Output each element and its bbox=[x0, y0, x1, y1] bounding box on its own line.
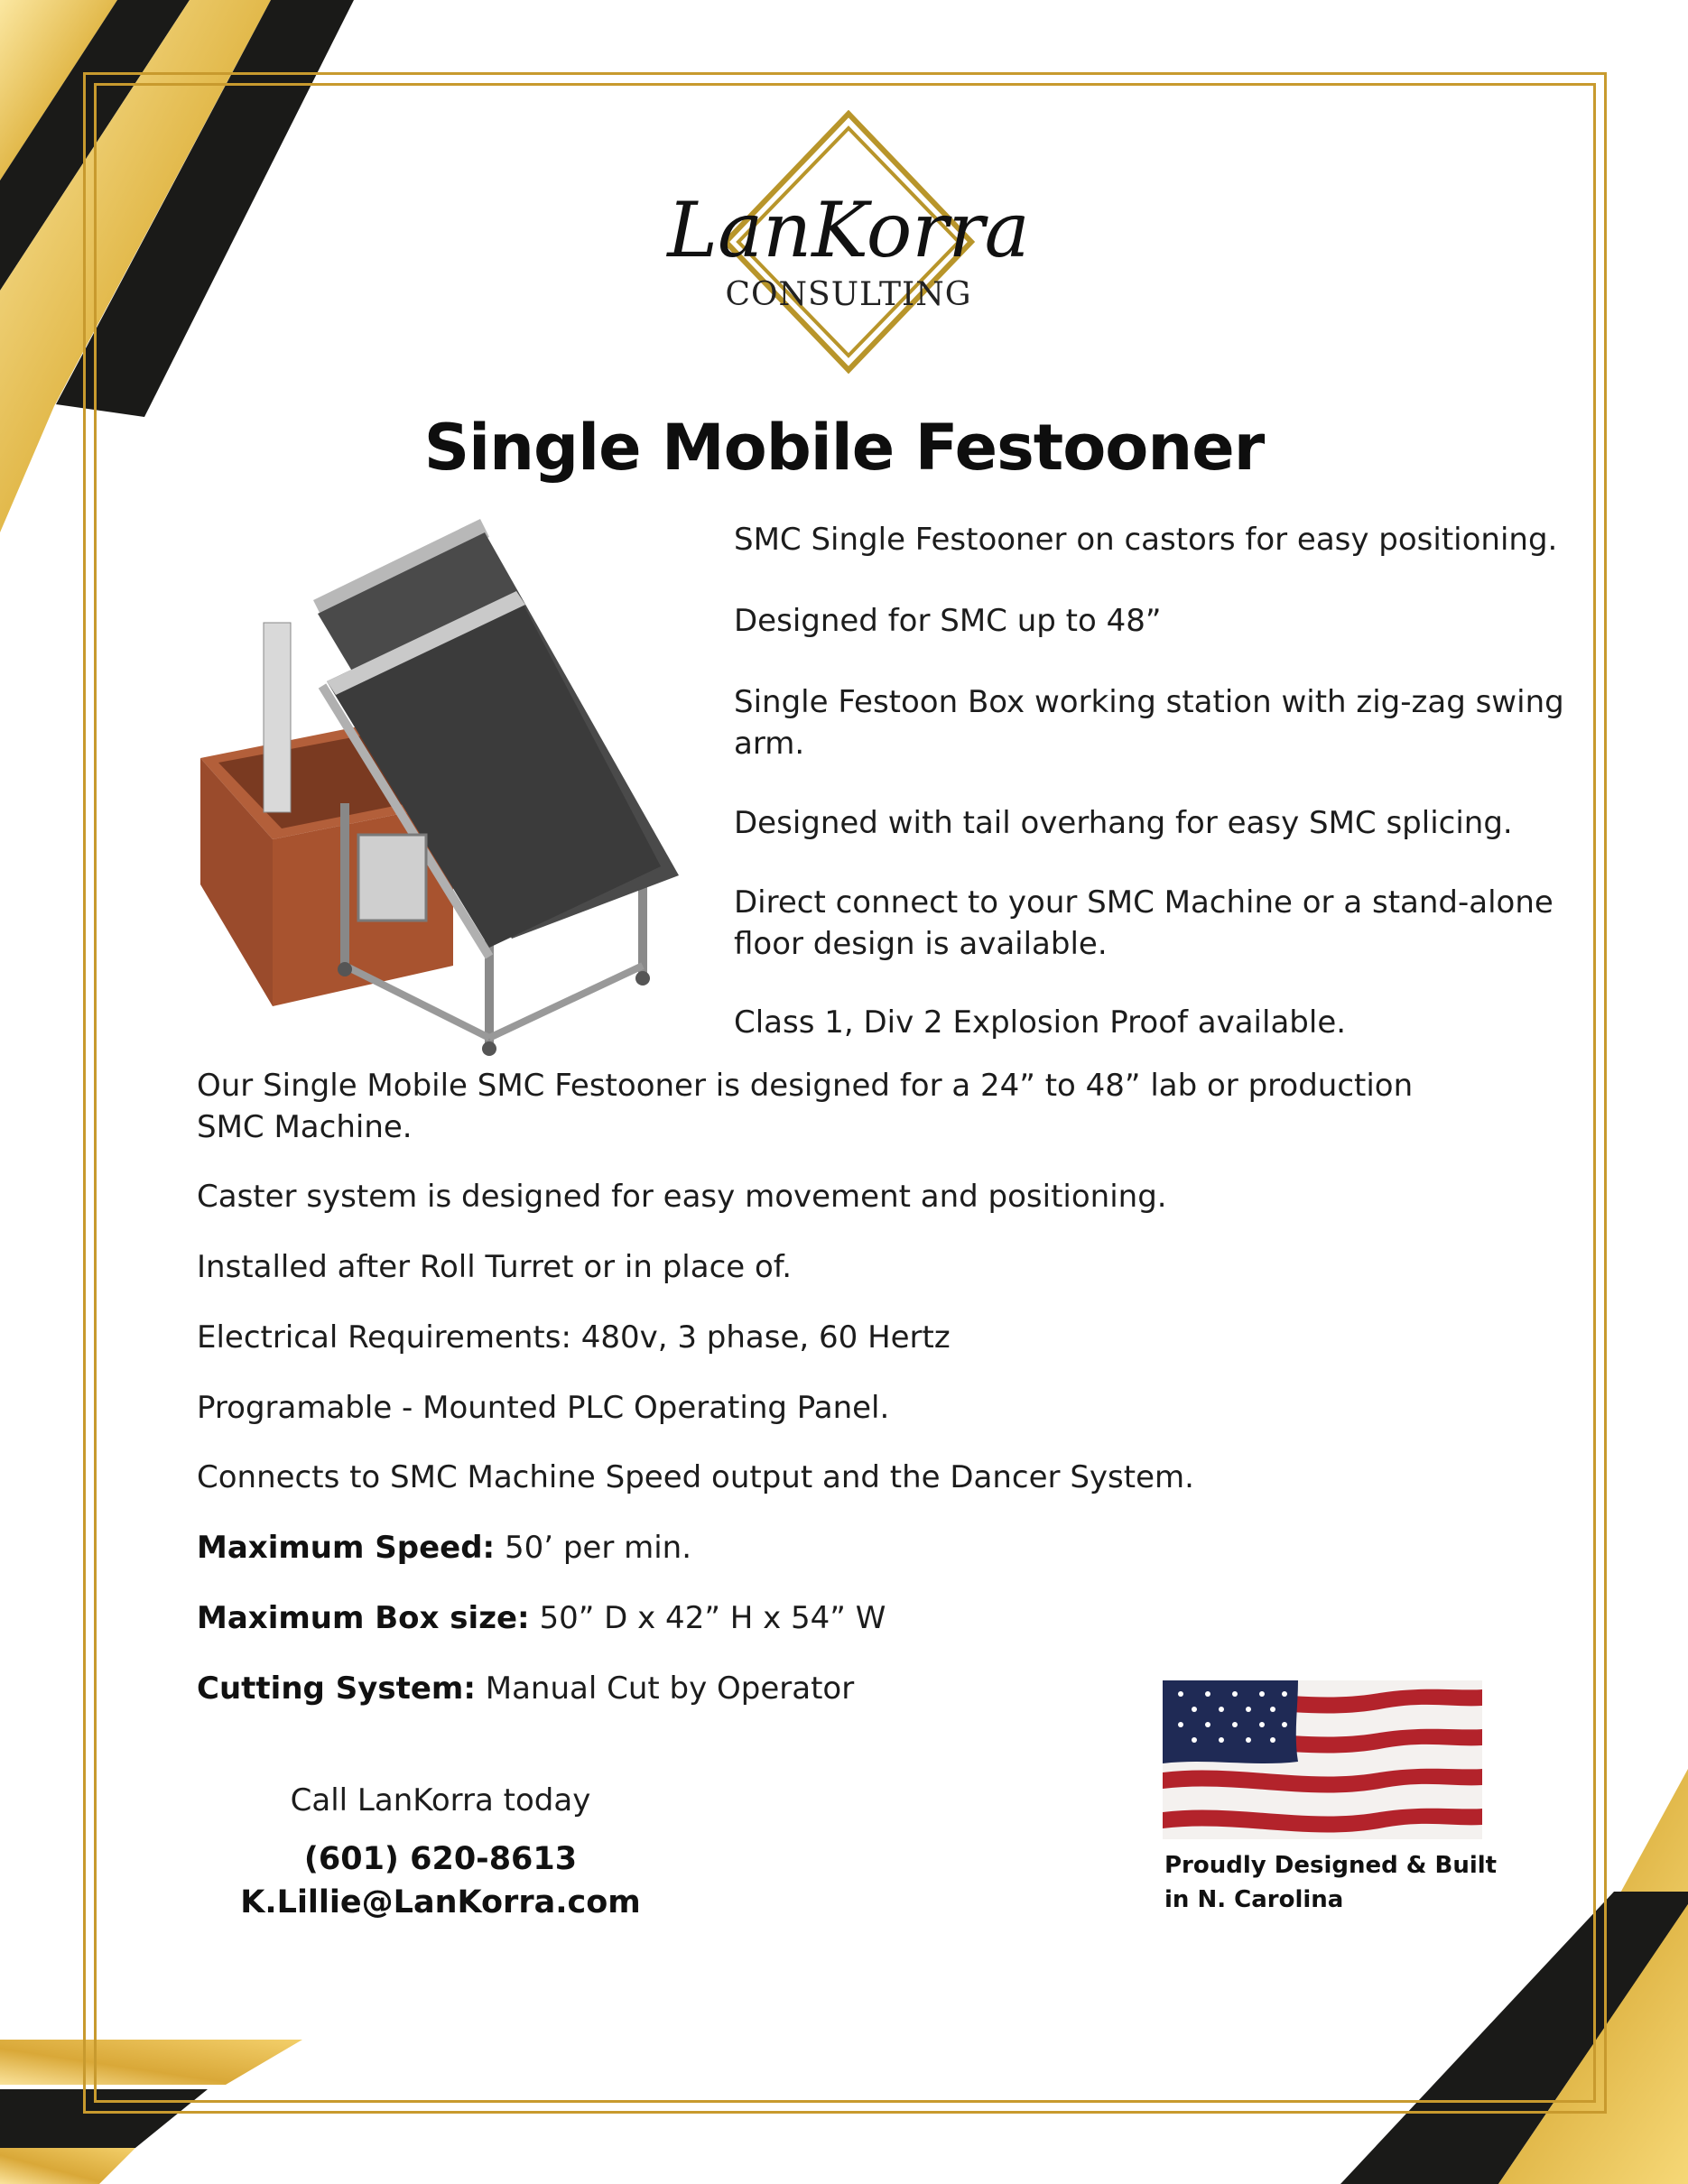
feature-4: Designed with tail overhang for easy SMC splicing. bbox=[734, 805, 1513, 841]
description-line-5: Connects to SMC Machine Speed output and the Dancer System. bbox=[197, 1459, 1194, 1495]
spec-box-size-value: 50” D x 42” H x 54” W bbox=[539, 1600, 886, 1636]
spec-cutting-label: Cutting System: bbox=[197, 1670, 476, 1707]
spec-speed bbox=[197, 1527, 1479, 1569]
flag-caption bbox=[1164, 1848, 1544, 1917]
phone-number[interactable]: (601) 620-8613 bbox=[303, 1841, 578, 1877]
page-title: Single Mobile Festooner bbox=[423, 411, 1265, 485]
description-line-4: Programable - Mounted PLC Operating Panel. bbox=[197, 1390, 890, 1426]
description-line-3: Electrical Requirements: 480v, 3 phase, 60 Hertz bbox=[197, 1319, 951, 1356]
spec-box-size-label: Maximum Box size: bbox=[197, 1600, 530, 1636]
feature-2: Designed for SMC up to 48” bbox=[734, 603, 1162, 639]
flag-caption-line-1: Proudly Designed & Built bbox=[1164, 1852, 1498, 1879]
spec-box-size bbox=[197, 1597, 1479, 1639]
spec-speed-value: 50’ per min. bbox=[504, 1530, 692, 1566]
description-line-1: Caster system is designed for easy movement and positioning. bbox=[197, 1179, 1167, 1215]
spec-cutting-value: Manual Cut by Operator bbox=[485, 1670, 855, 1707]
spec-speed-label: Maximum Speed: bbox=[197, 1530, 496, 1566]
feature-3: Single Festoon Box working station with zig-zag swing arm. bbox=[734, 684, 1564, 762]
logo-sub-text: CONSULTING bbox=[725, 276, 972, 313]
feature-5: Direct connect to your SMC Machine or a stand-alone floor design is available. bbox=[734, 884, 1554, 962]
logo-script-text: LanKorra bbox=[667, 186, 1030, 274]
feature-6: Class 1, Div 2 Explosion Proof available. bbox=[734, 1004, 1347, 1041]
description-intro: Our Single Mobile SMC Festooner is designed for a 24” to 48” lab or production SMC Machine. bbox=[197, 1068, 1414, 1145]
festooner-illustration bbox=[191, 514, 679, 1056]
flag-caption-line-2: in N. Carolina bbox=[1164, 1886, 1344, 1913]
lankorra-logo bbox=[659, 110, 1038, 381]
us-flag-image bbox=[1163, 1680, 1482, 1839]
email-address[interactable]: K.Lillie@LanKorra.com bbox=[240, 1884, 641, 1920]
feature-1: SMC Single Festooner on castors for easy positioning. bbox=[734, 522, 1558, 558]
call-to-action: Call LanKorra today bbox=[290, 1782, 591, 1818]
description-line-2: Installed after Roll Turret or in place of. bbox=[197, 1249, 793, 1285]
stripe-gold-bottomleft-2 bbox=[0, 2148, 135, 2184]
